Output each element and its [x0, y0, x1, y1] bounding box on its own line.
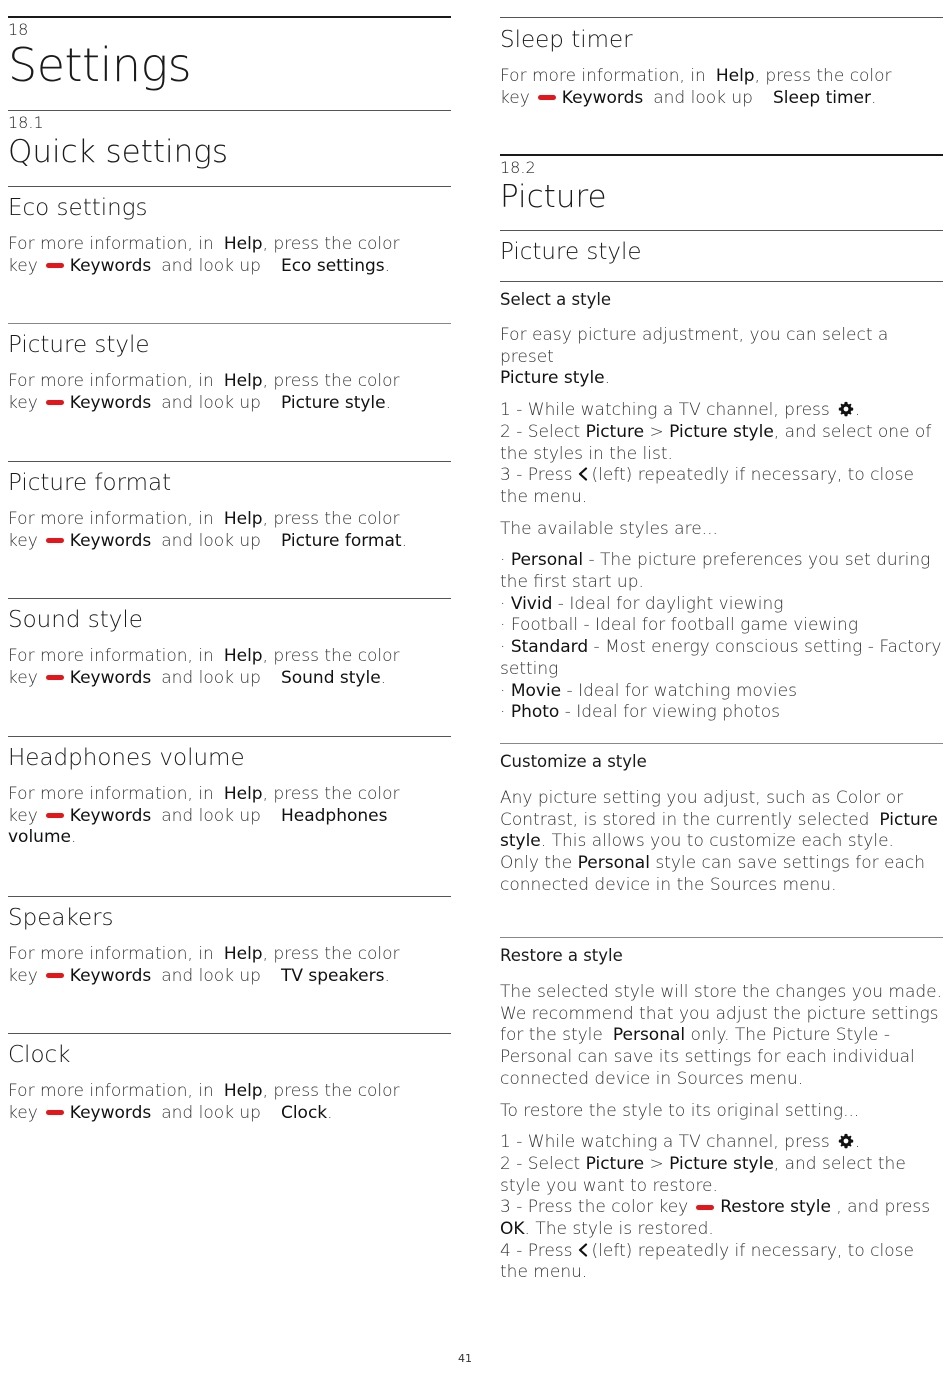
- list-item-cont: [500, 572, 943, 594]
- subsection-sleep-timer: [500, 17, 943, 109]
- subsection-title: Picture style: [500, 239, 642, 265]
- minor-rule: [500, 743, 943, 744]
- style-desc: - Most energy conscious setting - Factory: [588, 637, 942, 658]
- minor-title-select-style: Select a style: [500, 290, 612, 309]
- menu-term: Picture style: [669, 421, 774, 442]
- keywords-term: Keywords: [69, 1102, 152, 1123]
- list-item: · Personal - The picture preferences you set during: [500, 550, 931, 571]
- step-text: the menu.: [500, 486, 588, 507]
- picture-style-term: Picture: [879, 809, 938, 830]
- body-text: and look up: [161, 667, 261, 688]
- help-term: Help: [223, 371, 263, 391]
- body-text: , press the color: [262, 784, 400, 804]
- subsection-body: [8, 509, 451, 552]
- gear-icon: [838, 401, 854, 417]
- red-color-key-icon: [538, 95, 556, 100]
- style-name: Standard: [510, 637, 589, 658]
- body-text: style can save settings for each: [655, 853, 926, 874]
- minor-title-customize-style: Customize a style: [500, 752, 647, 771]
- body-text: For more information, in: [500, 66, 706, 86]
- list-item: · Movie - Ideal for watching movies: [500, 680, 797, 701]
- subsection-picture-format: [8, 461, 451, 552]
- subsection-sound-style: [8, 598, 451, 689]
- help-term: Help: [223, 784, 263, 804]
- body-text: , press the color: [754, 66, 892, 86]
- red-color-key-icon: [46, 538, 64, 543]
- subsection-title: Picture style: [8, 332, 150, 358]
- red-color-key-icon: [46, 1110, 64, 1115]
- subsection-body: [8, 646, 451, 689]
- subsection-clock: [8, 1033, 451, 1124]
- body-text: For more information, in: [8, 784, 214, 804]
- style-name: Movie: [510, 680, 562, 701]
- body-text: For more information, in: [8, 646, 214, 666]
- body-text: connected device in Sources menu.: [500, 1068, 804, 1089]
- subsection-title: Eco settings: [8, 195, 148, 221]
- subsection-rule: [8, 598, 451, 599]
- lookup-term: Clock: [280, 1102, 328, 1123]
- page-number: 41: [458, 1352, 472, 1365]
- body-text: The selected style will store the changes you made.: [500, 982, 943, 1002]
- body-text: .: [871, 87, 877, 108]
- body-text: key: [500, 87, 530, 108]
- body-text: and look up: [161, 1102, 261, 1123]
- body-text: For easy picture adjustment, you can select a preset: [500, 325, 889, 367]
- style-desc: - Ideal for football game viewing: [578, 615, 859, 636]
- subsection-rule: [500, 17, 943, 18]
- red-color-key-icon: [46, 263, 64, 268]
- body-text: , press the color: [262, 234, 400, 254]
- step-text: 4 - Press: [500, 1240, 573, 1261]
- red-color-key-icon: [46, 973, 64, 978]
- keywords-term: Keywords: [69, 965, 152, 986]
- chevron-left-icon: [577, 467, 589, 481]
- body-text: key: [8, 530, 38, 551]
- section-rule: [500, 154, 943, 156]
- step-text: 3 - Press: [500, 465, 573, 486]
- minor-rule: [500, 937, 943, 938]
- body-text: To restore the style to its original setting...: [500, 1100, 860, 1121]
- section-title: Picture: [500, 179, 607, 215]
- body-text: .: [384, 255, 391, 276]
- select-style-body: [500, 325, 943, 724]
- step-text: , and select one of: [773, 421, 932, 442]
- red-color-key-icon: [46, 675, 64, 680]
- chapter-title: Settings: [8, 38, 192, 92]
- body-text: . This allows you to customize each style.: [540, 831, 894, 852]
- body-text: connected device in the Sources menu.: [500, 874, 837, 895]
- menu-term: Picture: [585, 1153, 645, 1174]
- style-desc: - The picture preferences you set during: [583, 550, 931, 571]
- restore-style-body: [500, 982, 943, 1284]
- body-text: Contrast, is stored in the currently selected: [500, 809, 870, 830]
- keywords-term: Keywords: [561, 87, 644, 108]
- section-number: 18.1: [8, 113, 44, 132]
- section-rule: [8, 110, 451, 111]
- subsection-body: [8, 371, 451, 414]
- style-desc: - Ideal for watching movies: [561, 680, 797, 701]
- body-text: For more information, in: [8, 234, 214, 254]
- style-desc: setting: [500, 658, 559, 679]
- body-text: key: [8, 667, 38, 688]
- section-number: 18.2: [500, 158, 536, 177]
- step-text: 2 - Select: [500, 1153, 581, 1174]
- body-text: Only the: [500, 853, 573, 874]
- gear-icon: [838, 1133, 854, 1149]
- subsection-rule: [8, 896, 451, 897]
- chapter-number: 18: [8, 20, 29, 39]
- picture-style-term: style: [500, 831, 541, 852]
- minor-title-restore-style: Restore a style: [500, 946, 623, 965]
- step-text: (left) repeatedly if necessary, to close: [591, 1240, 914, 1261]
- subsection-rule: [8, 461, 451, 462]
- body-text: and look up: [161, 392, 261, 413]
- step-text: 2 - Select: [500, 421, 581, 442]
- subsection-rule: [8, 186, 451, 187]
- style-name: Vivid: [510, 593, 553, 614]
- lookup-term: volume: [8, 827, 71, 848]
- restore-style-term: Restore style: [720, 1197, 831, 1218]
- red-color-key-icon: [696, 1205, 714, 1210]
- lookup-term: Headphones: [280, 805, 388, 826]
- step-text: (left) repeatedly if necessary, to close: [591, 465, 914, 486]
- subsection-rule: [500, 230, 943, 231]
- body-text: For more information, in: [8, 1081, 214, 1101]
- body-text: .: [401, 530, 407, 551]
- keywords-term: Keywords: [69, 392, 152, 413]
- body-text: key: [8, 1102, 38, 1123]
- picture-style-term: Picture style: [500, 368, 605, 389]
- body-text: , press the color: [262, 1081, 400, 1101]
- lookup-term: Eco settings: [280, 255, 385, 276]
- menu-term: Picture style: [669, 1153, 774, 1174]
- body-text: key: [8, 255, 38, 276]
- body-text: .: [327, 1102, 333, 1123]
- customize-style-body: [500, 788, 943, 897]
- personal-term: Personal: [577, 853, 650, 874]
- step-text: >: [644, 1153, 670, 1174]
- style-desc: - Ideal for daylight viewing: [552, 593, 784, 614]
- lookup-term: TV speakers: [280, 965, 385, 986]
- body-text: The available styles are...: [500, 518, 718, 539]
- style-desc: the first start up.: [500, 572, 644, 593]
- keywords-term: Keywords: [69, 530, 152, 551]
- keywords-term: Keywords: [69, 255, 152, 276]
- list-item-cont: [500, 659, 943, 681]
- body-text: , press the color: [262, 509, 400, 529]
- step-text: >: [644, 421, 670, 442]
- body-text: and look up: [653, 87, 753, 108]
- subsection-title: Sleep timer: [500, 27, 633, 53]
- red-color-key-icon: [46, 813, 64, 818]
- subsection-rule: [8, 1033, 451, 1034]
- body-text: For more information, in: [8, 509, 214, 529]
- body-text: , press the color: [262, 646, 400, 666]
- lookup-term: Picture format: [280, 530, 402, 551]
- subsection-title: Headphones volume: [8, 745, 245, 771]
- subsection-body: [8, 944, 451, 987]
- help-term: Help: [715, 66, 755, 86]
- subsection-title: Speakers: [8, 905, 114, 931]
- body-text: and look up: [161, 965, 261, 986]
- body-text: key: [8, 392, 38, 413]
- body-text: .: [604, 368, 611, 389]
- subsection-speakers: [8, 896, 451, 987]
- subsection-body: [8, 1081, 451, 1124]
- body-text: for the style: [500, 1025, 603, 1046]
- red-color-key-icon: [46, 400, 64, 405]
- body-text: key: [8, 965, 38, 986]
- step-text: 1 - While watching a TV channel, press: [500, 400, 830, 421]
- body-text: , press the color: [262, 371, 400, 391]
- step-text: the menu.: [500, 1262, 588, 1283]
- subsection-rule: [8, 736, 451, 737]
- list-item: · Vivid - Ideal for daylight viewing: [500, 593, 784, 614]
- keywords-term: Keywords: [69, 805, 152, 826]
- help-term: Help: [223, 234, 263, 254]
- list-item: · Standard - Most energy conscious setting - Factory: [500, 637, 942, 658]
- step-text: 3 - Press the color key: [500, 1197, 689, 1218]
- subsection-picture-style: [8, 323, 451, 414]
- step-text: . The style is restored.: [524, 1219, 714, 1240]
- step-text: .: [854, 400, 861, 421]
- subsection-eco: [8, 186, 451, 277]
- style-desc: - Ideal for viewing photos: [559, 702, 780, 723]
- subsection-title: Sound style: [8, 607, 143, 633]
- minor-rule: [500, 281, 943, 282]
- body-text: .: [385, 392, 392, 413]
- step-text: style you want to restore.: [500, 1175, 718, 1196]
- body-text: For more information, in: [8, 371, 214, 391]
- menu-term: Picture: [585, 421, 645, 442]
- body-text: Personal can save its settings for each individual: [500, 1047, 915, 1068]
- body-text: only. The Picture Style -: [690, 1025, 891, 1046]
- body-text: key: [8, 805, 38, 826]
- body-text: For more information, in: [8, 944, 214, 964]
- style-name: Football: [510, 615, 579, 636]
- body-text: and look up: [161, 255, 261, 276]
- subsection-body: [8, 234, 451, 277]
- step-text: , and press: [836, 1197, 931, 1218]
- body-text: .: [380, 667, 387, 688]
- keywords-term: Keywords: [69, 667, 152, 688]
- body-text: .: [384, 965, 390, 986]
- personal-term: Personal: [612, 1025, 686, 1046]
- style-list: [500, 550, 943, 724]
- body-text: .: [70, 827, 77, 848]
- subsection-title: Picture format: [8, 470, 172, 496]
- subsection-headphones-volume: [8, 736, 451, 849]
- help-term: Help: [223, 944, 263, 964]
- step-text: , and select the: [773, 1153, 906, 1174]
- help-term: Help: [223, 509, 263, 529]
- lookup-term: Sound style: [280, 667, 381, 688]
- body-text: and look up: [161, 805, 261, 826]
- list-item: · Football - Ideal for football game viewing: [500, 615, 859, 636]
- lookup-term: Picture style: [280, 392, 386, 413]
- subsection-rule: [8, 323, 451, 324]
- chapter-rule: [8, 16, 451, 18]
- list-item: · Photo - Ideal for viewing photos: [500, 702, 780, 723]
- section-title: Quick settings: [8, 134, 229, 170]
- lookup-term: Sleep timer: [772, 87, 871, 108]
- body-text: , press the color: [262, 944, 400, 964]
- step-text: 1 - While watching a TV channel, press: [500, 1132, 830, 1153]
- help-term: Help: [223, 1081, 263, 1101]
- style-name: Personal: [510, 550, 584, 571]
- subsection-title: Clock: [8, 1042, 71, 1068]
- step-text: .: [854, 1132, 861, 1153]
- body-text: and look up: [161, 530, 261, 551]
- chevron-left-icon: [577, 1243, 589, 1257]
- ok-term: OK: [500, 1219, 525, 1240]
- style-name: Photo: [510, 702, 560, 723]
- body-text: We recommend that you adjust the picture settings: [500, 1003, 939, 1024]
- step-text: the styles in the list.: [500, 443, 673, 464]
- body-text: Any picture setting you adjust, such as Color or: [500, 788, 904, 808]
- help-term: Help: [223, 646, 263, 666]
- subsection-body: [500, 66, 943, 109]
- subsection-body: [8, 784, 451, 849]
